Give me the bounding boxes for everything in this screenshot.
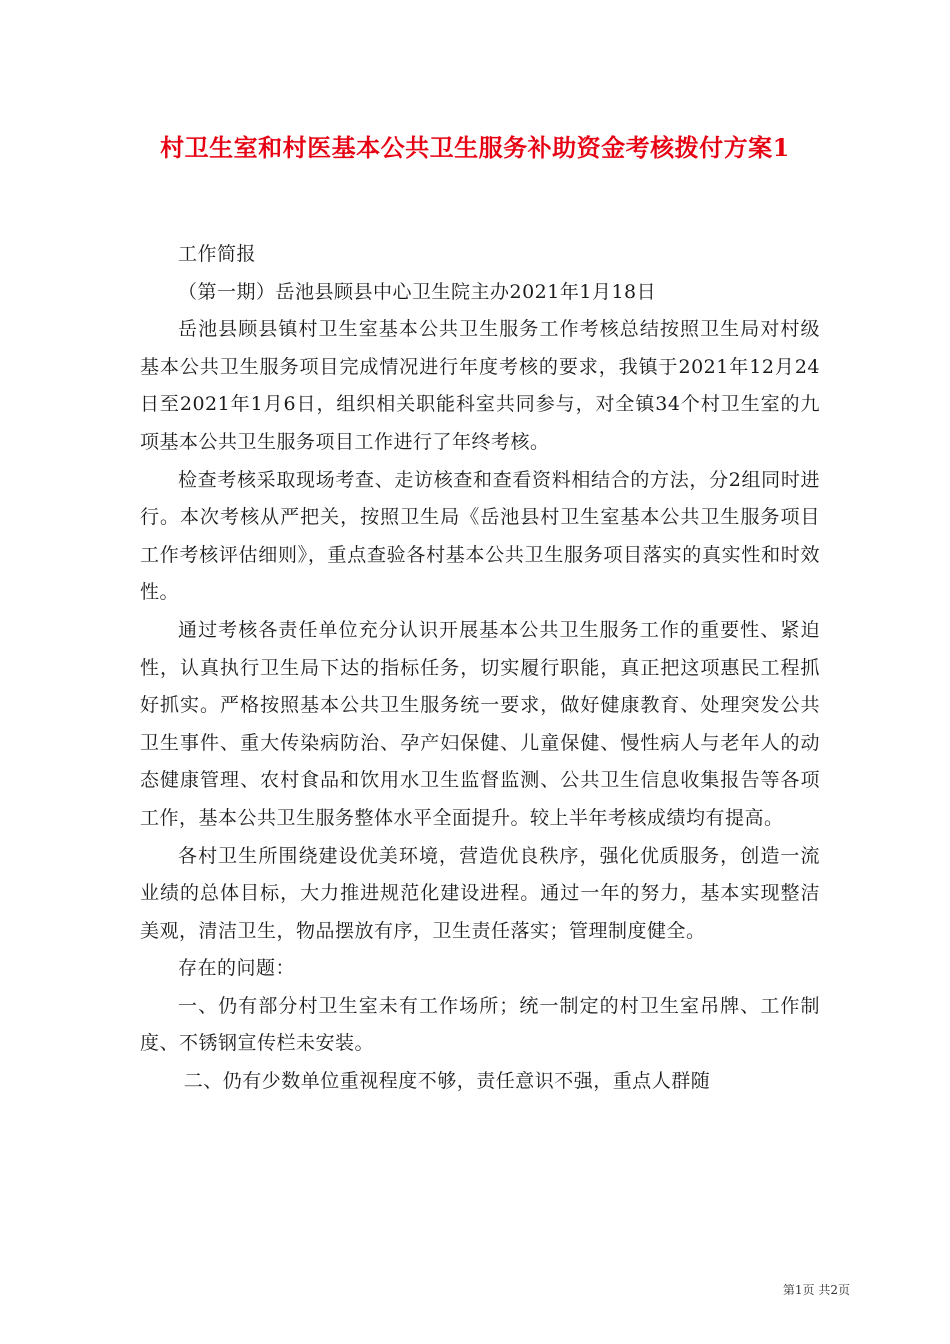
document-body <box>140 236 820 1101</box>
paragraph-problem-1: 一、仍有部分村卫生室未有工作场所；统一制定的村卫生室吊牌、工作制度、不锈钢宣传栏未安装。 <box>140 994 820 1055</box>
paragraph-environment: 各村卫生所围绕建设优美环境，营造优良秩序，强化优质服务，创造一流业绩的总体目标，大力推进规范化建设进程。通过一年的努力，基本实现整洁美观，清洁卫生，物品摆放有序，卫生责任落实；管理制度健全。 <box>140 844 820 942</box>
paragraph-issue-info: （第一期）岳池县顾县中心卫生院主办2021年1月18日 <box>178 280 657 303</box>
paragraph-method: 检查考核采取现场考查、走访核查和查看资料相结合的方法，分2组同时进行。本次考核从严把关，按照卫生局《岳池县村卫生室基本公共卫生服务项目工作考核评估细则》，重点查验各村基本公共卫生服务项目落实的真实性和时效性。 <box>140 468 820 604</box>
paragraph-summary: 岳池县顾县镇村卫生室基本公共卫生服务工作考核总结按照卫生局对村级基本公共卫生服务项目完成情况进行年度考核的要求，我镇于2021年12月24日至2021年1月6日，组织相关职能科室共同参与，对全镇34个村卫生室的九项基本公共卫生服务项目工作进行了年终考核。 <box>140 318 820 453</box>
paragraph-results: 通过考核各责任单位充分认识开展基本公共卫生服务工作的重要性、紧迫性，认真执行卫生局下达的指标任务，切实履行职能，真正把这项惠民工程抓好抓实。严格按照基本公共卫生服务统一要求，做好健康教育、处理突发公共卫生事件、重大传染病防治、孕产妇保健、儿童保健、慢性病人与老年人的动态健康管理、农村食品和饮用水卫生监督监测、公共卫生信息收集报告等各项工作，基本公共卫生服务整体水平全面提升。较上半年考核成绩均有提高。 <box>140 618 820 829</box>
paragraph-problems-heading: 存在的问题： <box>178 957 296 980</box>
page-number-footer: 第1页 共2页 <box>782 1283 850 1297</box>
paragraph-report-label: 工作简报 <box>178 243 257 265</box>
paragraph-problem-2: 二、仍有少数单位重视程度不够，责任意识不强，重点人群随 <box>183 1070 711 1093</box>
document-title: 村卫生室和村医基本公共卫生服务补助资金考核拨付方案1 <box>160 133 790 162</box>
